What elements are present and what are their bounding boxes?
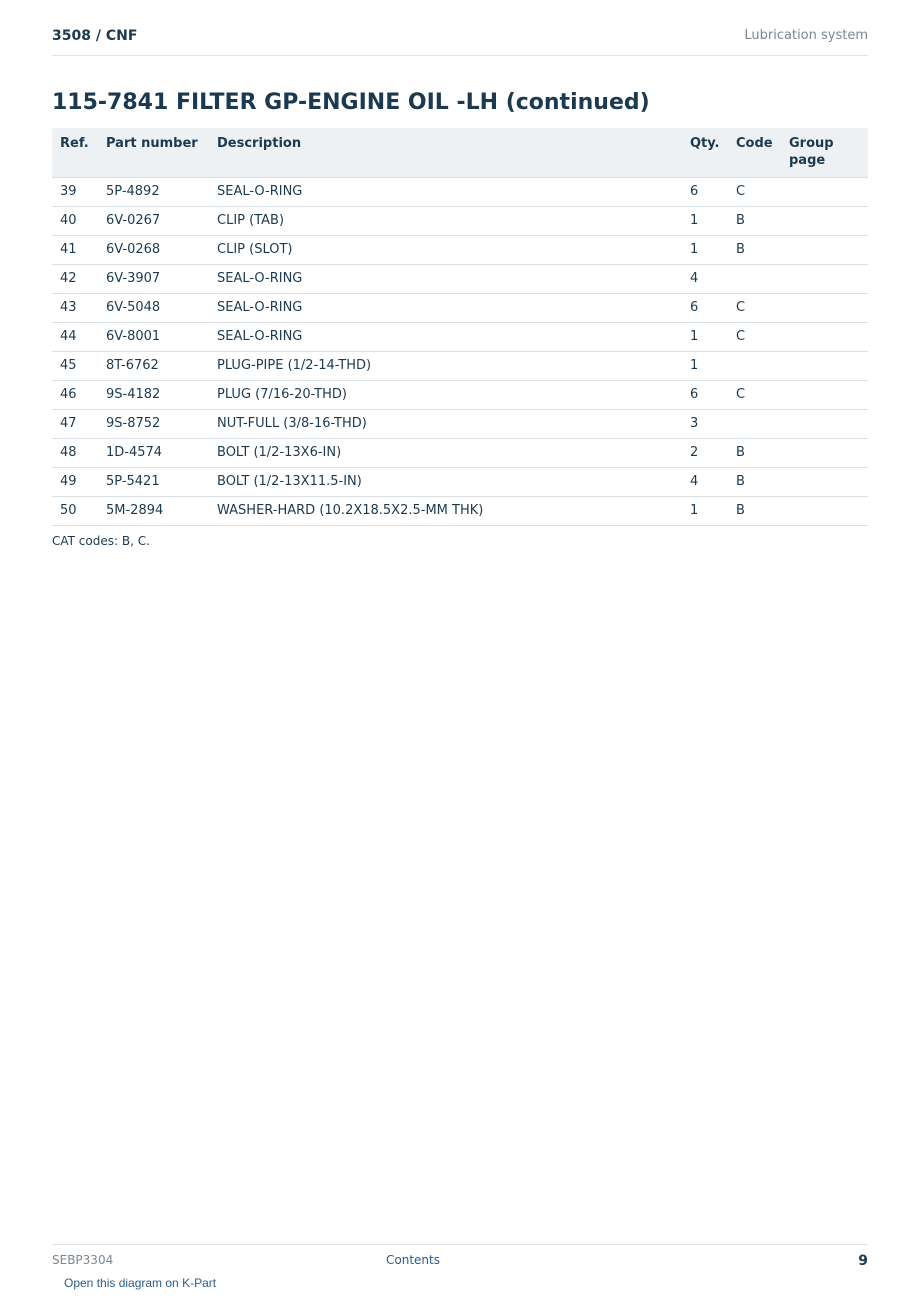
cell-qty: 1 [682, 207, 728, 236]
cell-code: B [728, 236, 781, 265]
cell-group-page [781, 207, 868, 236]
cell-qty: 6 [682, 294, 728, 323]
cell-group-page [781, 381, 868, 410]
cell-code: C [728, 323, 781, 352]
table-row [52, 410, 868, 439]
table-row [52, 323, 868, 352]
cell-ref: 48 [52, 439, 98, 468]
cell-qty: 3 [682, 410, 728, 439]
parts-table [52, 128, 868, 526]
cell-description: CLIP (TAB) [209, 207, 682, 236]
table-row [52, 294, 868, 323]
cell-description: SEAL-O-RING [209, 323, 682, 352]
cell-ref: 44 [52, 323, 98, 352]
cell-ref: 42 [52, 265, 98, 294]
table-row [52, 265, 868, 294]
cell-description: BOLT (1/2-13X11.5-IN) [209, 468, 682, 497]
page-title [52, 90, 650, 115]
cell-group-page [781, 323, 868, 352]
cell-part-number: 8T-6762 [98, 352, 209, 381]
cat-codes-note: CAT codes: B, C. [52, 534, 150, 548]
cell-code: C [728, 381, 781, 410]
cell-group-page [781, 294, 868, 323]
cell-group-page [781, 352, 868, 381]
cell-part-number: 6V-8001 [98, 323, 209, 352]
cell-description: CLIP (SLOT) [209, 236, 682, 265]
cell-code [728, 265, 781, 294]
cell-code [728, 410, 781, 439]
cell-group-page [781, 439, 868, 468]
table-row [52, 381, 868, 410]
cell-ref: 46 [52, 381, 98, 410]
kpart-link[interactable]: Open this diagram on K-Part [64, 1276, 217, 1290]
section-label: Lubrication system [744, 28, 868, 43]
cell-qty: 4 [682, 468, 728, 497]
cell-description: SEAL-O-RING [209, 265, 682, 294]
cell-ref: 43 [52, 294, 98, 323]
header-qty: Qty. [682, 128, 728, 178]
cell-description: SEAL-O-RING [209, 178, 682, 207]
cell-part-number: 6V-5048 [98, 294, 209, 323]
cell-ref: 41 [52, 236, 98, 265]
cell-ref: 40 [52, 207, 98, 236]
cell-qty: 1 [682, 497, 728, 526]
cell-group-page [781, 236, 868, 265]
cell-code: C [728, 178, 781, 207]
cell-ref: 47 [52, 410, 98, 439]
cell-part-number: 6V-3907 [98, 265, 209, 294]
page-footer [52, 1244, 868, 1274]
table-row [52, 497, 868, 526]
cell-part-number: 9S-4182 [98, 381, 209, 410]
cell-description: WASHER-HARD (10.2X18.5X2.5-MM THK) [209, 497, 682, 526]
table-row [52, 468, 868, 497]
cell-qty: 1 [682, 352, 728, 381]
table-row [52, 352, 868, 381]
cell-group-page [781, 497, 868, 526]
table-header-row [52, 128, 868, 178]
table-row [52, 207, 868, 236]
cell-group-page [781, 265, 868, 294]
document-id: SEBP3304 [52, 1253, 114, 1267]
cell-qty: 1 [682, 323, 728, 352]
title-suffix: (continued) [505, 90, 650, 115]
header-group-page: Group page [781, 128, 868, 178]
cell-group-page [781, 410, 868, 439]
cell-code: B [728, 439, 781, 468]
cell-qty: 4 [682, 265, 728, 294]
cell-part-number: 1D-4574 [98, 439, 209, 468]
header-ref: Ref. [52, 128, 98, 178]
table-row [52, 439, 868, 468]
header-code: Code [728, 128, 781, 178]
cell-code: B [728, 207, 781, 236]
cell-part-number: 5P-4892 [98, 178, 209, 207]
cell-part-number: 5P-5421 [98, 468, 209, 497]
cell-qty: 2 [682, 439, 728, 468]
cell-qty: 1 [682, 236, 728, 265]
table-row [52, 178, 868, 207]
cell-part-number: 6V-0268 [98, 236, 209, 265]
cell-ref: 39 [52, 178, 98, 207]
header-description: Description [209, 128, 682, 178]
cell-qty: 6 [682, 178, 728, 207]
parts-table-body [52, 178, 868, 526]
contents-link[interactable]: Contents [386, 1253, 440, 1267]
cell-part-number: 9S-8752 [98, 410, 209, 439]
cell-code: B [728, 497, 781, 526]
page-header [52, 28, 868, 56]
cell-description: SEAL-O-RING [209, 294, 682, 323]
cell-part-number: 5M-2894 [98, 497, 209, 526]
model-label: 3508 / CNF [52, 28, 138, 44]
cell-code: B [728, 468, 781, 497]
cell-ref: 49 [52, 468, 98, 497]
cell-description: PLUG (7/16-20-THD) [209, 381, 682, 410]
page-number: 9 [858, 1253, 868, 1269]
cell-part-number: 6V-0267 [98, 207, 209, 236]
cell-ref: 50 [52, 497, 98, 526]
cell-description: PLUG-PIPE (1/2-14-THD) [209, 352, 682, 381]
cell-description: NUT-FULL (3/8-16-THD) [209, 410, 682, 439]
cell-group-page [781, 468, 868, 497]
cell-code [728, 352, 781, 381]
table-row [52, 236, 868, 265]
cell-code: C [728, 294, 781, 323]
header-part-number: Part number [98, 128, 209, 178]
cell-group-page [781, 178, 868, 207]
cell-ref: 45 [52, 352, 98, 381]
cell-description: BOLT (1/2-13X6-IN) [209, 439, 682, 468]
cell-qty: 6 [682, 381, 728, 410]
title-main: 115-7841 FILTER GP-ENGINE OIL -LH [52, 90, 499, 115]
